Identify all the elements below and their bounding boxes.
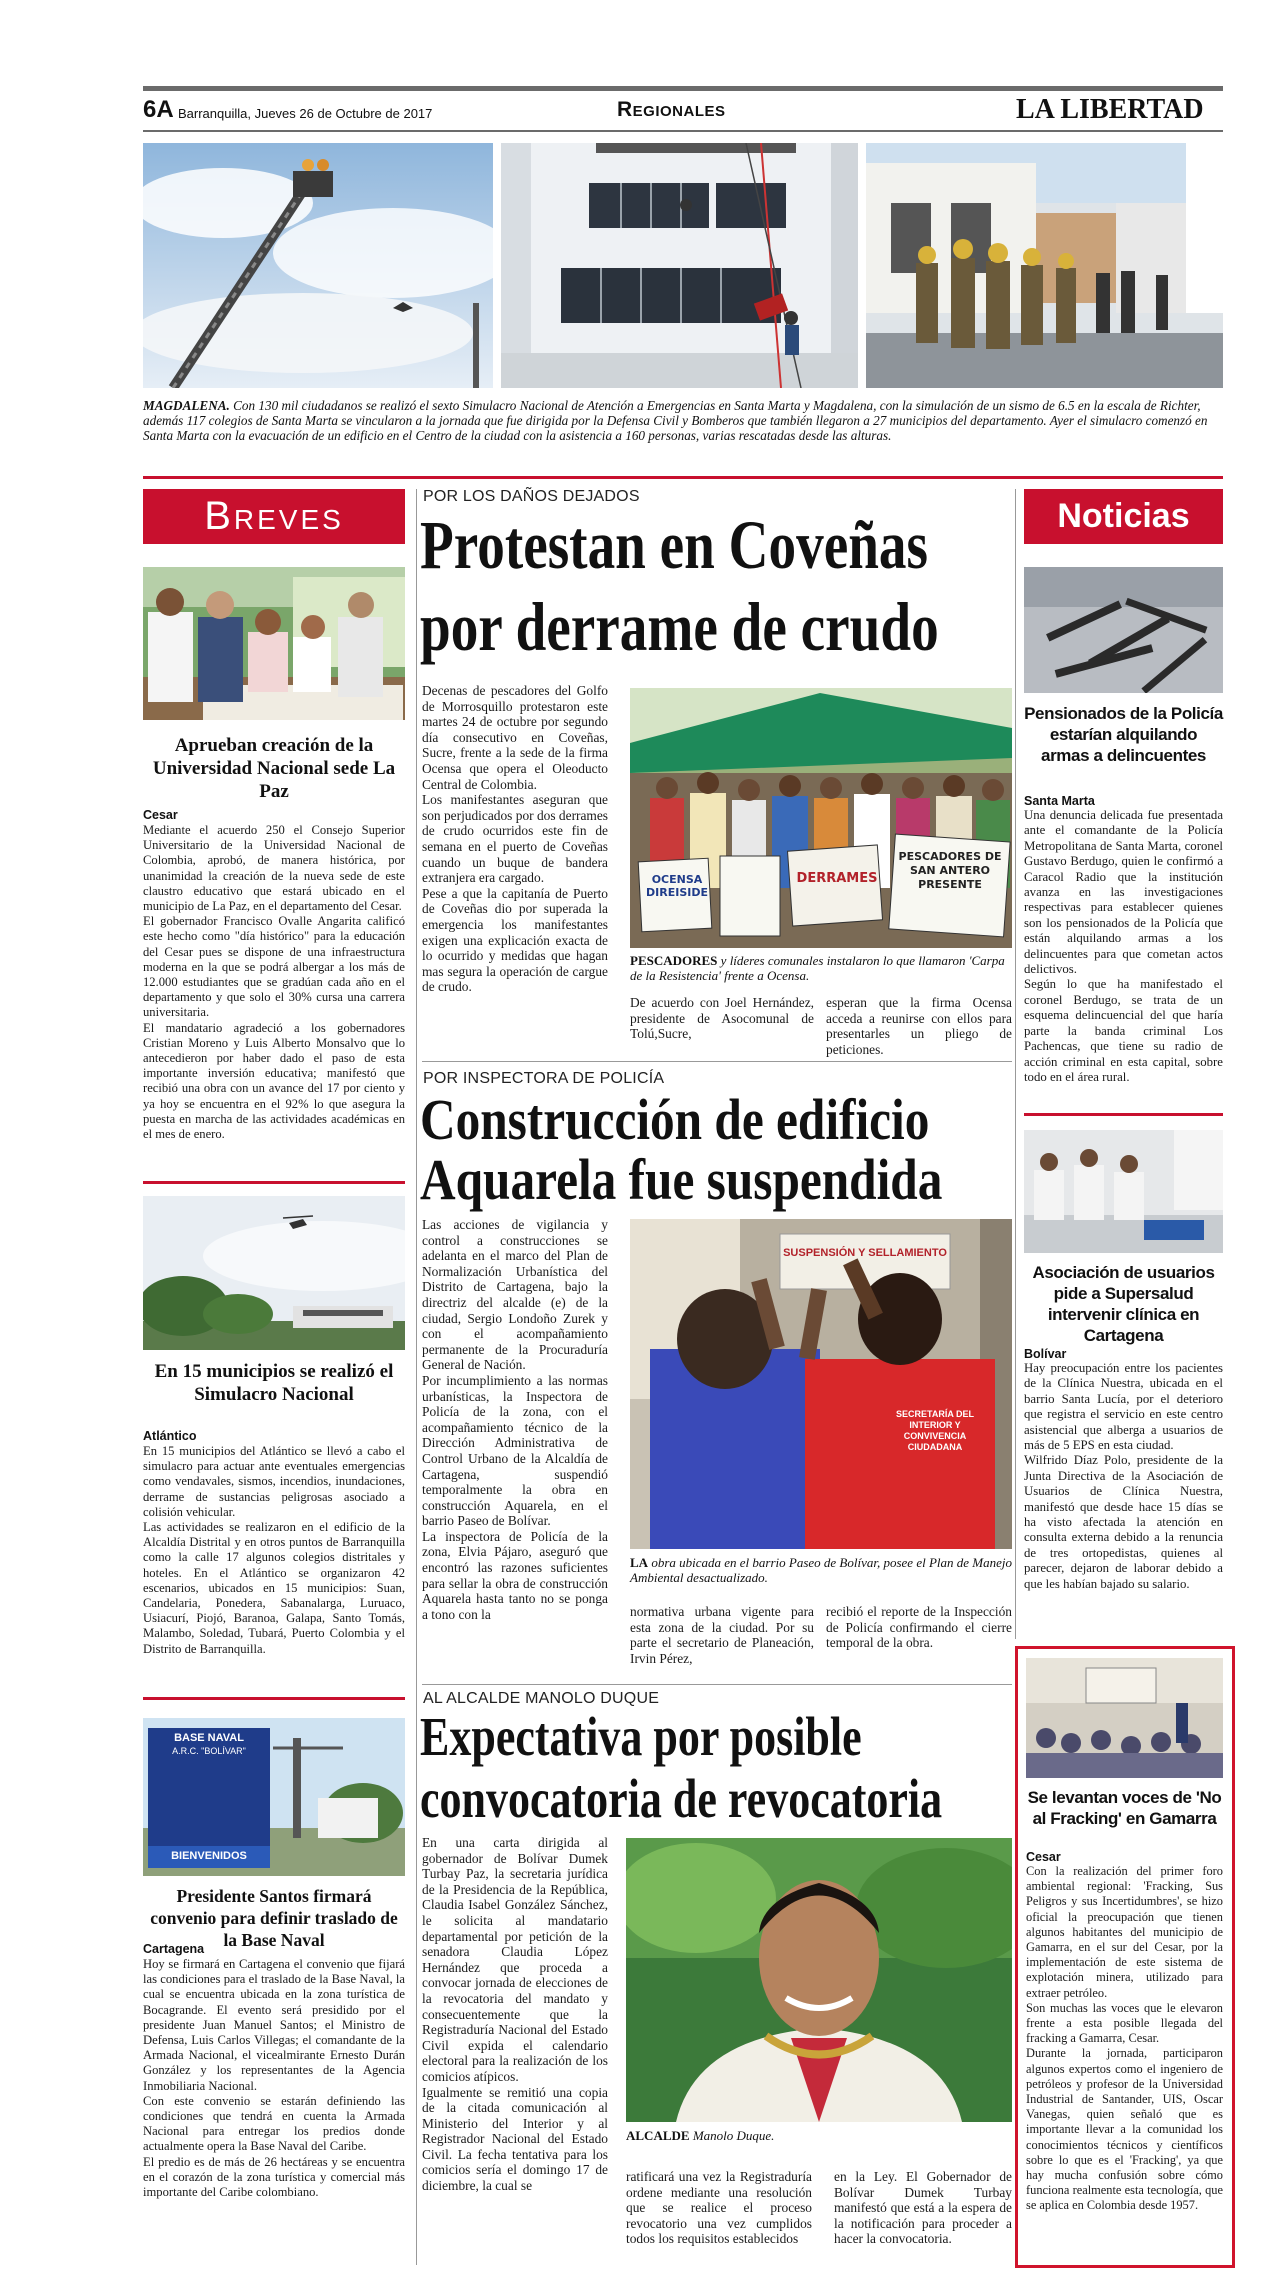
- noticia-3-paragraph: Durante la jornada, participaron algunos expertos como el ingeniero de petróleos y profesor de la Universidad Industrial de Santander, UIS, Oscar Vanegas, quien señaló que es importante llevar a la comunidad los conocimientos técnicos y científicos sobre lo que es el 'Fracking', ya que hay mucha confusión sobre cómo funciona realmente esta tecnología, que se aplica en Colombia desde 1957.: [1026, 2046, 1223, 2213]
- breve-1-paragraph: El gobernador Francisco Ovalle Angarita calificó este hecho como "día histórico" para la educación del Cesar pues se dispone de una infraestructura moderna en la que se podrá albergar a los más de 12.000 estudiantes que se gradúan cada año en el departamento y que solo el 30% cursa una carrera universitaria.: [143, 914, 405, 1020]
- story1-photo-caption: [630, 953, 1012, 983]
- noticias-divider-1: [1024, 1113, 1223, 1116]
- noticia-3-paragraph: Son muchas las voces que le elevaron frente a esta posible llegada del fracking a Gamarra, Cesar.: [1026, 2000, 1223, 2046]
- story1-headline-line2: por derrame de crudo: [420, 589, 939, 665]
- breve-3-paragraph: El predio es de más de 26 hectáreas y se encuentra en el corazón de la zona turística y comercial más importante del Caribe colombiano.: [143, 2154, 405, 2200]
- breve-body-1: [143, 823, 405, 1142]
- photo-building-evacuation: [501, 143, 858, 388]
- story2-headline-line2: Aquarela fue suspendida: [420, 1147, 943, 1212]
- breves-divider-2: [143, 1697, 405, 1700]
- photo-seized-weapons: [1024, 567, 1223, 693]
- noticia-1-paragraph: Según lo que ha manifestado el coronel Berdugo, se trata de un esquema delincuencial del que haría parte la banda criminal Los Pachencas, que tiene su radio de acción criminal en esta capital, sobre todo en el área rural.: [1024, 977, 1223, 1084]
- story3-headline-line1: Expectativa por posible: [420, 1706, 862, 1767]
- photo-construction-sealing: [630, 1219, 1012, 1549]
- story2-caption-lead: LA: [630, 1555, 649, 1570]
- photo-clinic-patients: [1024, 1130, 1223, 1253]
- photo-firefighters-street: [866, 143, 1223, 388]
- story1-caption-lead: PESCADORES: [630, 953, 718, 968]
- noticias-banner: Noticias: [1024, 489, 1223, 544]
- story1-paragraph: Los manifestantes aseguran que son perjudicados por dos derrames de crudo ocurridos este fin de semana en el puerto de Coveñas cuando un buque de bandera extranjera era cargado.: [422, 792, 608, 886]
- noticia-headline-2: Asociación de usuarios pide a Supersalud intervenir clínica en Cartagena: [1032, 1263, 1215, 1345]
- photo-base-naval-sign: [143, 1718, 405, 1876]
- story3-body-col2: ratificará una vez la Registraduría ordene mediante una resolución que se realice el proceso revocatorio una vez cumplidos todos los requisitos establecidos: [626, 2169, 812, 2247]
- top-photo-caption: [143, 398, 1223, 444]
- masthead: LA LIBERTAD: [1016, 94, 1204, 125]
- breve-headline-2: En 15 municipios se realizó el Simulacro Nacional: [154, 1361, 394, 1405]
- protest-sign-1: OCENSA DIREISIDE: [646, 873, 708, 899]
- breve-3-paragraph: Hoy se firmará en Cartagena el convenio que fijará las condiciones para el traslado de la Base Naval, la cual se encuentra ubicada en la zona turística de Bocagrande. El evento será presidido por el presidente Juan Manuel Santos; el Ministro de Defensa, Luis Carlos Villegas; el comandante de la Armada Nacional, el vicealmirante Ernesto Durán González y los representantes de la Agencia Inmobiliaria Nacional.: [143, 1957, 405, 2093]
- story-divider-2: [422, 1684, 1012, 1685]
- breve-headline-1: Aprueban creación de la Universidad Nacional sede La Paz: [152, 735, 396, 802]
- story3-kicker: AL ALCALDE MANOLO DUQUE: [423, 1690, 660, 1707]
- story2-paragraph: Por incumplimiento a las normas urbanísticas, la Inspectora de Policía de la zona, con el acompañamiento técnico de la Dirección Administrativa de Control Urbano de la Alcaldía de Cartagena, suspendió temporalmente la obra en construcción Aquarela, en el barrio Paseo de Bolívar.: [422, 1372, 608, 1529]
- breve-headline-3: Presidente Santos firmará convenio para definir traslado de la Base Naval: [150, 1886, 398, 1950]
- story3-paragraph: En una carta dirigida al gobernador de Bolívar Dumek Turbay Paz, la secretaria jurídica de la Presidencia de la República, Claudia Isabel González Sánchez, le solicita al mandatario departamental por petición de la senadora Claudia López Hernández que proceda a convocar jornada de elecciones de la revocatoria del mandato y consecuentemente que la Registraduría Nacional del Estado Civil expida el calendario electoral para la realización de los comicios atípicos.: [422, 1835, 608, 2084]
- story2-body-col3: recibió el reporte de la Inspección de Policía confirmando el cierre temporal de la obra.: [826, 1604, 1012, 1651]
- breve-1-paragraph: Mediante el acuerdo 250 el Consejo Superior Universitario de la Universidad Nacional de Colombia, aprobó, de manera histórica, por unanimidad la creación de la nueva sede de este claustro educativo que estará ubicado en el municipio de La Paz, en el departamento del Cesar.: [143, 823, 405, 914]
- breve-1-paragraph: El mandatario agradeció a los gobernadores Cristian Moreno y Luis Alberto Monsalvo que lo antecedieron por haber dado el paso de esta importante inversión educativa; manifestó que recibió una obra con un avance del 17 por ciento y ya hoy se encuentra en el 92% lo que asegura la puesta en marcha de las actividades académicas en el mes de enero.: [143, 1020, 405, 1142]
- noticia-place-3: Cesar: [1026, 1850, 1061, 1864]
- protest-sign-2: DERRAMES: [796, 871, 878, 886]
- story2-body-col1: [422, 1217, 608, 1622]
- column-separator-left: [416, 489, 417, 2265]
- noticia-1-paragraph: Una denuncia delicada fue presentada ante el comandante de la Policía Metropolitana de Santa Marta, coronel Gustavo Berdugo, quien le confirmó a Caracol Radio que la institución avanza en las investigaciones respectivas para establecer quienes son los pensionados de la Policía que están alquilando armas a los delincuentes para que cometan actos delictivos.: [1024, 808, 1223, 977]
- story2-kicker: POR INSPECTORA DE POLICÍA: [423, 1070, 665, 1087]
- noticia-3-paragraph: Con la realización del primer foro ambiental regional: 'Fracking, Sus Peligros y sus Incertidumbres', se hizo oficial la preocupación que tienen algunos habitantes del municipio de Gamarra, en el sur del Cesar, por la implementación de este sistema de explotación minera, utilizado para extraer petróleo.: [1026, 1864, 1223, 2000]
- noticia-place-1: Santa Marta: [1024, 794, 1095, 808]
- header-bottom-rule: [143, 130, 1223, 132]
- noticia-body-1: [1024, 808, 1223, 1085]
- section-name: Regionales: [617, 98, 726, 121]
- noticia-2-paragraph: Wilfrido Díaz Polo, presidente de la Junta Directiva de la Asociación de Usuarios de Clínica Nuestra, manifestó que desde hace 15 días se ha visto afectada la atención en consulta externa debido a la renuncia de tres ortopedistas, quienes al parecer, dejaron de laborar debido a que les habían bajado su salario.: [1024, 1453, 1223, 1591]
- story2-paragraph: Las acciones de vigilancia y control a construcciones se adelanta en el marco del Plan de Normalización Urbanística del Distrito de Cartagena, bajo la directriz del alcalde (e) de la ciudad, Sergio Londoño Zurek y con el acompañamiento permanente de la Procuraduría General de Nación.: [422, 1217, 608, 1373]
- photo-crane-rescue: [143, 143, 493, 388]
- breve-2-paragraph: Las actividades se realizaron en el edificio de la Alcaldía Distrital y en otros puntos de Barranquilla como la calle 17 algunos colegios distritales y hoteles. En el Atlántico se organizaron 42 escenarios, ubicados en 15 municipios: Suan, Candelaria, Ponedera, Sabanalarga, Luruaco, Usiacurí, Piojó, Baranoa, Galapa, Santo Tomás, Malambo, Soledad, Tubará, Puerto Colombia y el Distrito de Barranquilla.: [143, 1520, 405, 1656]
- caption-text: Con 130 mil ciudadanos se realizó el sexto Simulacro Nacional de Atención a Emergencias en Santa Marta y Magdalena, con la simulación de un sismo de 6.5 en la escala de Richter, además 117 colegios de Santa Marta se vincularon a la jornada que fue dirigida por la Defensa Civil y Bomberos que también llegaron a 27 municipios del departamento. Ayer el simulacro comenzó en Santa Marta con la evacuación de un edificio en el Centro de la ciudad con la asistencia a 160 personas, varias rescatadas desde las alturas.: [143, 398, 1208, 444]
- story3-paragraph: Igualmente se remitió una copia de la citada comunicación al Ministerio del Interior y al Registrador Nacional del Estado Civil. La fecha tentativa para los comicios sería el domingo 17 de diciembre, la cual se: [422, 2084, 608, 2194]
- breve-body-2: [143, 1444, 405, 1657]
- dateline: Barranquilla, Jueves 26 de Octubre de 2017: [178, 106, 433, 121]
- photo-fishermen-protest: [630, 688, 1012, 948]
- story3-body-col1: [422, 1835, 608, 2194]
- story1-paragraph: Decenas de pescadores del Golfo de Morrosquillo protestaron este martes 24 de octubre por segundo día consecutivo en Coveñas, Sucre, frente a la sede de la firma Ocensa que opera el Oleoducto Central de Colombia.: [422, 683, 608, 792]
- breve-place-1: Cesar: [143, 808, 178, 822]
- page-number: 6A: [143, 96, 174, 123]
- sign-title: BASE NAVAL: [174, 1732, 244, 1744]
- header-top-rule: [143, 86, 1223, 91]
- noticia-body-3: [1026, 1864, 1223, 2214]
- story1-paragraph: Pese a que la capitanía de Puerto de Coveñas dio por superada la emergencia los manifestantes exigen una explicación exacta de lo ocurrido y medidas que hagan mas segura la operación de cargue de crudo.: [422, 885, 608, 995]
- breves-banner: Breves: [143, 489, 405, 544]
- story1-body-col3: esperan que la firma Ocensa acceda a reunirse con ellos para presentarles un pliego de peticiones.: [826, 995, 1012, 1057]
- column-separator-right: [1015, 489, 1016, 1639]
- story1-caption-text: y líderes comunales instalaron lo que llamaron 'Carpa de la Resistencia' frente a Ocensa.: [630, 953, 1005, 983]
- photo-fracking-forum: [1026, 1658, 1223, 1778]
- breves-divider-1: [143, 1181, 405, 1184]
- story1-body-col2: De acuerdo con Joel Hernández, presidente de Asocomunal de Tolú,Sucre,: [630, 995, 814, 1042]
- story1-body-col1: [422, 683, 608, 995]
- story2-body-col2: normativa urbana vigente para esta zona de la ciudad. Por su parte el secretario de Planeación, Irvin Pérez,: [630, 1604, 814, 1666]
- breve-place-2: Atlántico: [143, 1429, 197, 1443]
- breve-3-paragraph: Con este convenio se estarán definiendo las condiciones que tendrá en cuenta la Armada Nacional para entregar los predios donde actualmente opera la Base Naval del Caribe.: [143, 2093, 405, 2154]
- sign-subtitle: A.R.C. "BOLÍVAR": [172, 1746, 246, 1756]
- story3-caption-text: Manolo Duque.: [692, 2128, 775, 2143]
- story3-body-col3: en la Ley. El Gobernador de Bolívar Dumek Turbay manifestó que está a la espera de la notificación para proceder a hacer la convocatoria.: [834, 2169, 1012, 2247]
- noticia-place-2: Bolívar: [1024, 1347, 1067, 1361]
- sign-banner: BIENVENIDOS: [171, 1850, 247, 1862]
- story3-caption-lead: ALCALDE: [626, 2128, 690, 2143]
- photo-mayor-portrait: [626, 1838, 1012, 2122]
- story3-photo-caption: [626, 2128, 1012, 2143]
- photo-university-signing: [143, 567, 405, 720]
- photo-helicopter-simulacro: [143, 1196, 405, 1350]
- story2-caption-text: obra ubicada en el barrio Paseo de Bolívar, posee el Plan de Manejo Ambiental desactualizado.: [630, 1555, 1012, 1585]
- story1-headline-line1: Protestan en Coveñas: [420, 507, 929, 583]
- sealing-sign: SUSPENSIÓN Y SELLAMIENTO: [783, 1247, 947, 1259]
- breve-place-3: Cartagena: [143, 1942, 205, 1956]
- story2-photo-caption: [630, 1555, 1012, 1585]
- story3-headline-line2: convocatoria de revocatoria: [420, 1768, 943, 1829]
- vest-label: SECRETARÍA DEL INTERIOR Y CONVIVENCIA CIUDADANA: [895, 1409, 974, 1452]
- breve-2-paragraph: En 15 municipios del Atlántico se llevó a cabo el simulacro para actuar ante eventuales emergencias como vendavales, sismos, incendios, inundaciones, derrame de sustancias peligrosas asociado a colisión vehicular.: [143, 1444, 405, 1519]
- breve-body-3: [143, 1957, 405, 2200]
- story-divider-1: [422, 1061, 1012, 1062]
- noticia-headline-3: Se levantan voces de 'No al Fracking' en Gamarra: [1027, 1788, 1222, 1828]
- noticia-headline-1: Pensionados de la Policía estarían alquilando armas a delincuentes: [1024, 704, 1223, 765]
- story2-headline-line1: Construcción de edificio: [420, 1087, 930, 1152]
- story2-paragraph: La inspectora de Policía de la zona, Elvia Pájaro, aseguró que encontró las razones suficientes para sellar la obra de construcción Aquarela hasta tanto no se ponga a tono con la: [422, 1528, 608, 1622]
- story1-kicker: POR LOS DAÑOS DEJADOS: [423, 488, 640, 505]
- noticia-body-2: [1024, 1361, 1223, 1592]
- protest-sign-3: PESCADORES DE SAN ANTERO PRESENTE: [898, 850, 1002, 891]
- noticia-2-paragraph: Hay preocupación entre los pacientes de la Clínica Nuestra, ubicada en el barrio Santa Lucía, por el deterioro que registra el servicio en este centro asistencial que alberga a usuarios de más de 5 EPS en esta ciudad.: [1024, 1361, 1223, 1453]
- caption-lead: MAGDALENA.: [143, 398, 230, 413]
- top-red-rule: [143, 476, 1223, 479]
